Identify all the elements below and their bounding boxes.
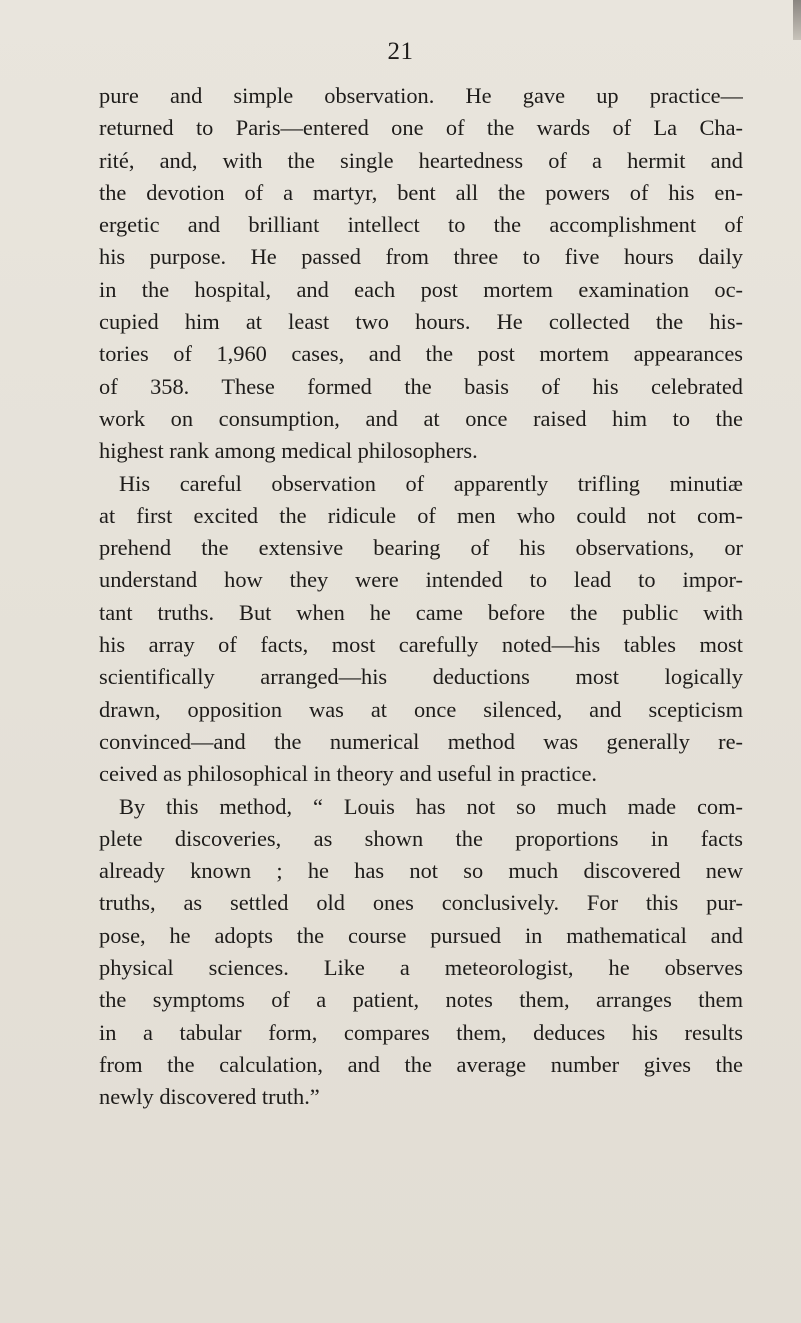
text-line: his purpose. He passed from three to five hours daily <box>99 244 743 270</box>
text-line: plete discoveries, as shown the proportions in facts <box>99 825 743 851</box>
text-line: By this method, “ Louis has not so much made com- <box>119 793 743 819</box>
text-line: work on consumption, and at once raised him to the <box>99 405 743 431</box>
text-line: drawn, opposition was at once silenced, and scepticism <box>99 696 743 722</box>
text-line: returned to Paris—entered one of the wards of La Cha- <box>99 115 743 141</box>
page-number: 21 <box>387 38 414 65</box>
text-line: highest rank among medical philosophers. <box>99 438 478 464</box>
text-line: prehend the extensive bearing of his observations, or <box>99 535 743 561</box>
text-line: in a tabular form, compares them, deduces his results <box>99 1019 743 1045</box>
text-line: at first excited the ridicule of men who could not com- <box>99 502 743 528</box>
text-line: in the hospital, and each post mortem examination oc- <box>99 276 743 302</box>
text-line: ergetic and brilliant intellect to the accomplishment of <box>99 212 743 238</box>
text-line: tories of 1,960 cases, and the post mortem appearances <box>99 341 743 367</box>
text-line: pose, he adopts the course pursued in mathematical and <box>99 922 743 948</box>
text-line: truths, as settled old ones conclusively. For this pur- <box>99 890 743 916</box>
text-line: pure and simple observation. He gave up practice— <box>99 83 743 108</box>
text-line: rité, and, with the single heartedness of a hermit and <box>99 147 743 173</box>
text-line: the devotion of a martyr, bent all the powers of his en- <box>99 179 743 205</box>
text-line: ceived as philosophical in theory and useful in practice. <box>99 761 598 787</box>
text-line: newly discovered truth.” <box>99 1084 320 1110</box>
text-line: from the calculation, and the average number gives the <box>99 1051 743 1077</box>
text-line: convinced—and the numerical method was generally re- <box>99 728 743 754</box>
text-line: already known ; he has not so much discovered new <box>99 858 743 884</box>
text-line: the symptoms of a patient, notes them, arranges them <box>99 987 743 1013</box>
body-text <box>99 80 743 1114</box>
text-line: cupied him at least two hours. He collected the his- <box>99 309 743 335</box>
text-line: physical sciences. Like a meteorologist, he observes <box>99 955 743 981</box>
text-line: tant truths. But when he came before the public with <box>99 599 743 625</box>
text-line: his array of facts, most carefully noted—his tables most <box>99 632 743 658</box>
text-line: understand how they were intended to lead to impor- <box>99 567 743 593</box>
text-line: His careful observation of apparently trifling minutiæ <box>119 470 743 496</box>
text-line: scientifically arranged—his deductions most logically <box>99 664 743 690</box>
page-edge-shadow <box>793 0 801 40</box>
text-line: of 358. These formed the basis of his celebrated <box>99 373 743 399</box>
